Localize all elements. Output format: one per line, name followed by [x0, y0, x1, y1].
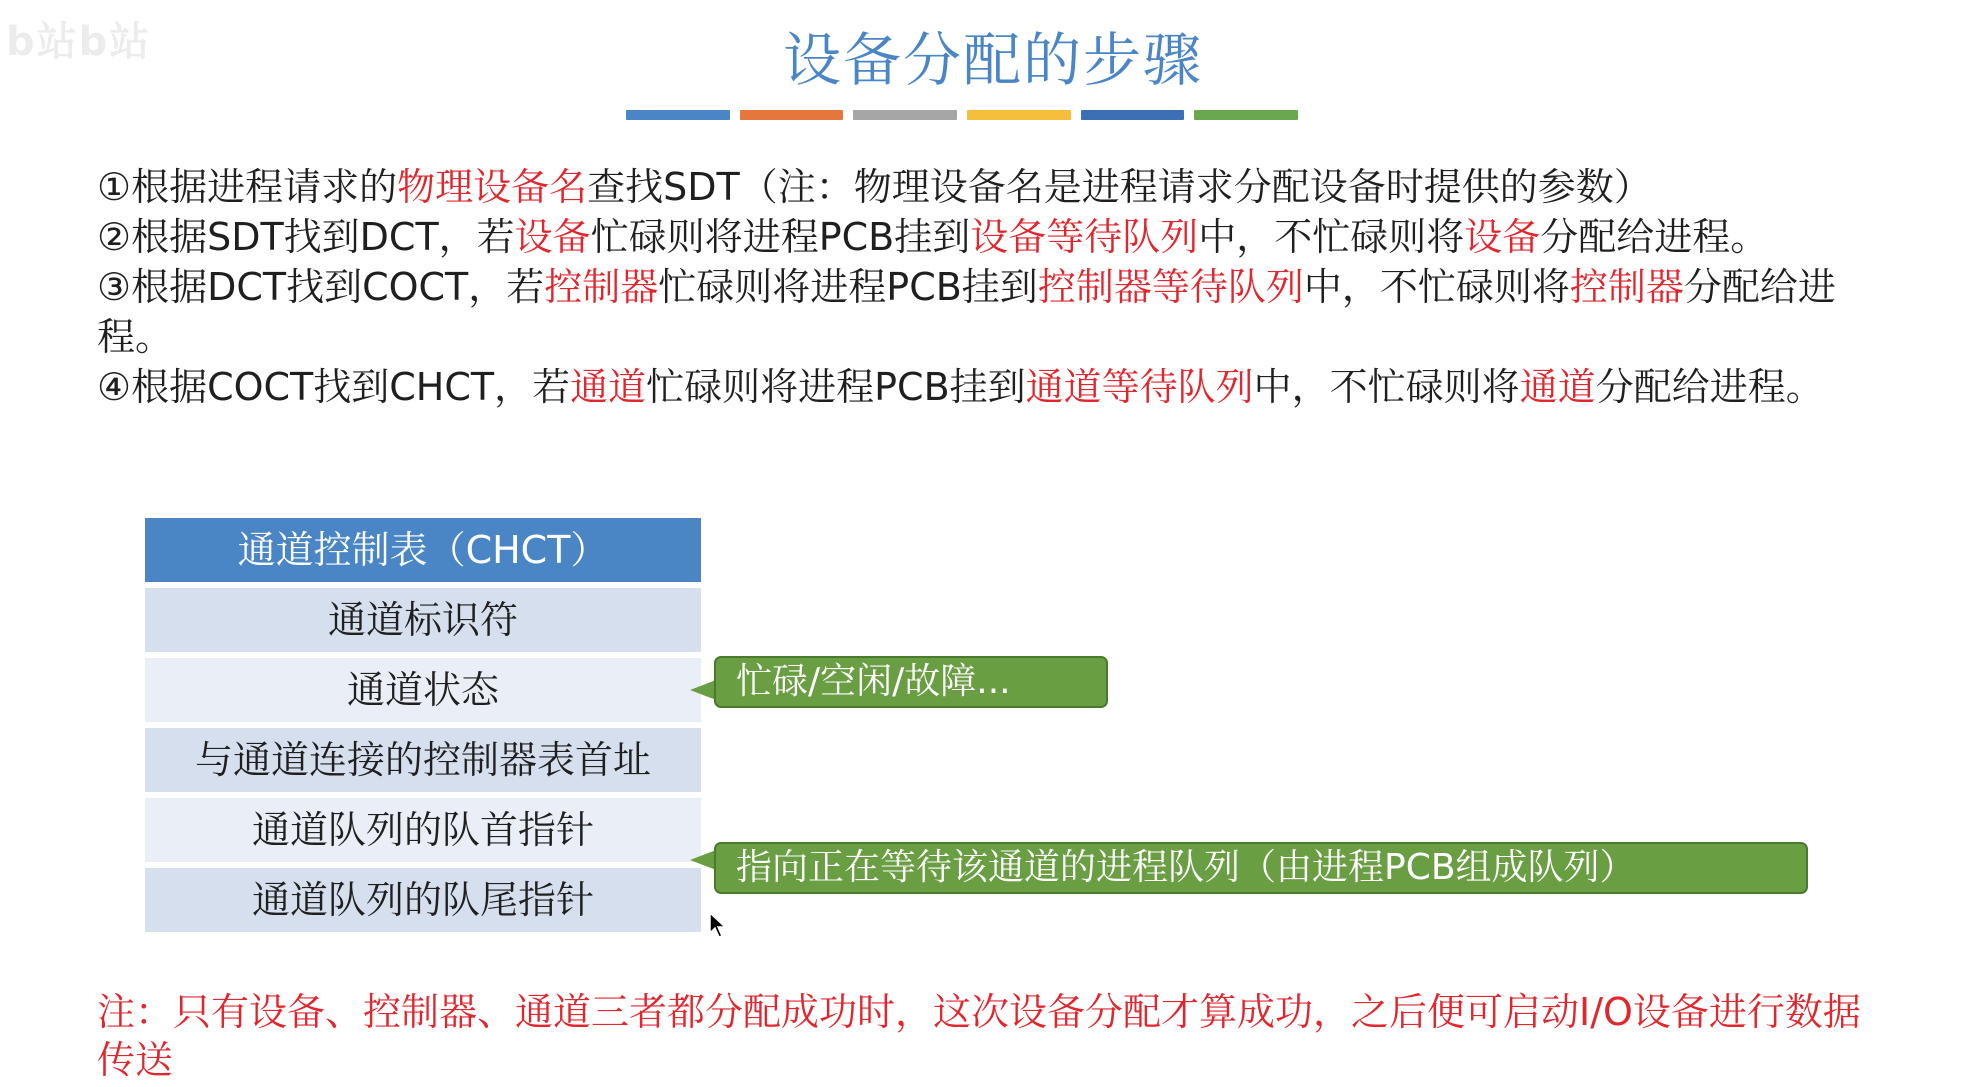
table-header: 通道控制表（CHCT）: [145, 518, 701, 582]
table-row: 通道状态: [145, 658, 701, 722]
queue-callout: 指向正在等待该通道的进程队列（由进程PCB组成队列）: [714, 842, 1808, 894]
step-highlight: 物理设备名: [397, 165, 588, 209]
step-segment: 忙碌则将进程PCB挂到: [658, 265, 1038, 309]
step-highlight: 设备等待队列: [970, 215, 1199, 259]
title-bar-segment: [967, 110, 1071, 120]
steps-list: [97, 162, 1887, 412]
step-3: [97, 262, 1887, 362]
title-bar-segment: [1081, 110, 1185, 120]
mouse-cursor-icon: [709, 912, 729, 940]
title-bar-segment: [1194, 110, 1298, 120]
title-color-bar: [626, 110, 1298, 120]
step-highlight: 控制器等待队列: [1037, 265, 1304, 309]
title-bar-segment: [626, 110, 730, 120]
step-highlight: 通道: [570, 365, 647, 409]
step-segment: ③根据DCT找到COCT，若: [97, 265, 545, 309]
step-segment: 分配给进程。: [1540, 215, 1769, 259]
step-segment: ④根据COCT找到CHCT，若: [97, 365, 571, 409]
table-row: 通道队列的队首指针: [145, 798, 701, 862]
slide-title: 设备分配的步骤: [782, 26, 1203, 94]
table-row: 通道队列的队尾指针: [145, 868, 701, 932]
title-bar-segment: [853, 110, 957, 120]
step-highlight: 通道: [1519, 365, 1596, 409]
status-callout: 忙碌/空闲/故障...: [714, 656, 1108, 708]
step-segment: 忙碌则将进程PCB挂到: [646, 365, 1026, 409]
title-bar-segment: [740, 110, 844, 120]
step-highlight: 设备: [1464, 215, 1541, 259]
step-segment: 查找SDT（注：物理设备名是进程请求分配设备时提供的参数）: [587, 165, 1652, 209]
callout-pointer: [690, 850, 716, 870]
table-row: 与通道连接的控制器表首址: [145, 728, 701, 792]
step-highlight: 设备: [514, 215, 591, 259]
step-segment: ①根据进程请求的: [97, 165, 398, 209]
step-highlight: 控制器: [544, 265, 659, 309]
step-segment: ②根据SDT找到DCT，若: [97, 215, 515, 259]
footnote: 注：只有设备、控制器、通道三者都分配成功时，这次设备分配才算成功，之后便可启动I/O设备进行数据传送: [97, 990, 1861, 1082]
step-segment: 中，不忙碌则将: [1198, 215, 1465, 259]
callout-pointer: [690, 680, 716, 700]
step-segment: 中，不忙碌则将: [1253, 365, 1520, 409]
step-2: [97, 212, 1887, 262]
step-highlight: 通道等待队列: [1025, 365, 1254, 409]
step-highlight: 控制器: [1569, 265, 1684, 309]
step-1: [97, 162, 1887, 212]
step-segment: 分配给进程。: [97, 265, 1836, 359]
step-4: [97, 362, 1887, 412]
step-segment: 中，不忙碌则将: [1303, 265, 1570, 309]
step-segment: 忙碌则将进程PCB挂到: [590, 215, 971, 259]
watermark: b站b站: [6, 19, 152, 65]
chct-table: [145, 512, 701, 938]
step-segment: 分配给进程。: [1595, 365, 1824, 409]
table-row: 通道标识符: [145, 588, 701, 652]
